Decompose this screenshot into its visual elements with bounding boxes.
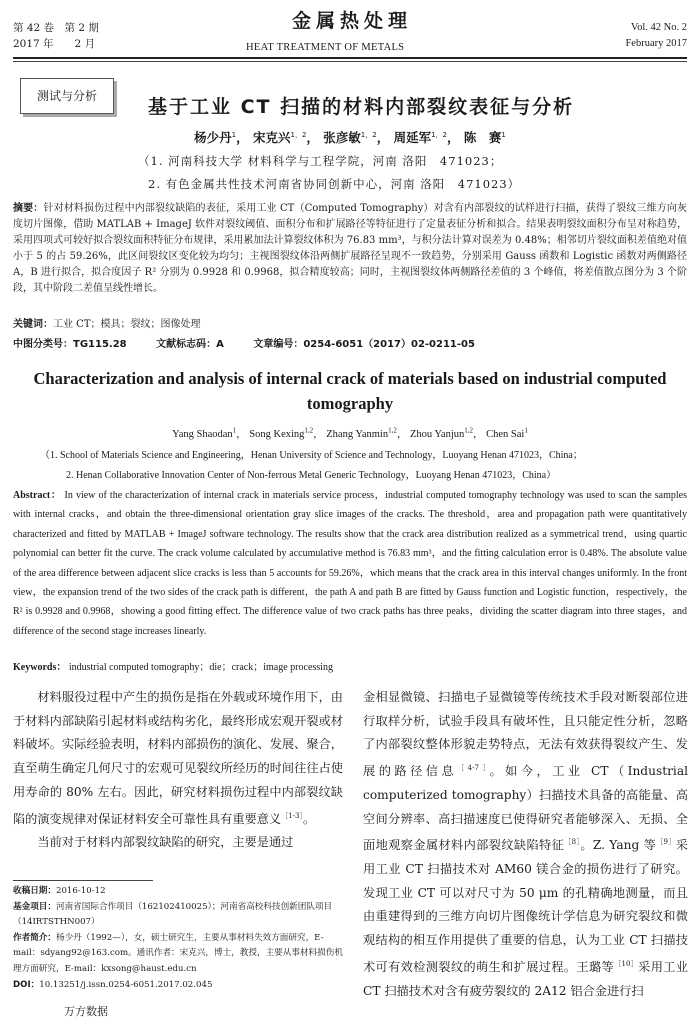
author-en: Zhou Yanjun$^{1,2}$	[409, 426, 473, 440]
author-cn: 周延军$^{1,2}$	[393, 130, 448, 145]
doi: DOI：10.13251/j.issn.0254-6051.2017.02.045	[13, 979, 213, 990]
abstract-cn-label: 摘要：	[13, 203, 44, 214]
classification-line	[13, 335, 501, 350]
document-code: 文献标志码：A	[156, 339, 224, 350]
title-en: Characterization and analysis of internal crack of materials based on industrial computed tomography	[33, 369, 667, 413]
date-en: February 2017	[625, 38, 687, 49]
title-cn: 基于工业 CT 扫描的材料内部裂纹表征与分析	[148, 96, 575, 118]
journal-title-en: HEAT TREATMENT OF METALS	[246, 42, 405, 53]
abstract-cn	[13, 201, 687, 297]
citation: ［8］	[564, 838, 581, 847]
author-cn: 张彦敏$^{1,2}$	[323, 130, 377, 145]
column-label: 测试与分析	[20, 78, 114, 114]
received-date: 收稿日期：2016-10-12	[13, 886, 106, 896]
volume-issue-cn: 第 42 卷 第 2 期	[13, 22, 99, 34]
article-number: 文章编号：0254-6051（2017）02-0211-05	[253, 339, 475, 350]
author-en: Song Kexing$^{1,2}$	[249, 426, 314, 440]
keywords-cn	[13, 317, 687, 333]
date-cn: 2017 年 2 月	[13, 38, 96, 50]
abstract-en-text: In view of the characterization of internal crack in materials service process，industrial computed tomography technology was used to scan the samples with internal cracks，and obtain the three-dimensional orientation gray slice images of the cracks. The threshold，area and propagation path were quantitatively characterized and fitted by MATLAB + ImageJ software technology. The results show that the crack area distribution realized as a symmetrical trend，using quartic polynomial can better fit the curve. The crack volume calculated by accumulative method is 76.83 mm³，and the fitting calculation error is 0.48%. The absolute value of the area difference between adjacent slice cracks is less than 5 accounts for 59.26%，which means that the crack area in this interval changes uniformly. In the front view，the expansion trend of the two sides of the crack path is different，the path A and path B are fitted by Gauss function and Logistic function，respectively，the R² is 0.9928 and 0.9968，showing a good fitting effect. The difference value of two crack paths has three peaks，dividing the scatter diagram into three stages，and difference of the second stage increases linearly.	[13, 490, 687, 637]
clc-number: 中图分类号：TG115.28	[13, 339, 127, 350]
footnote-rule	[13, 880, 153, 881]
keywords-cn-text: 工业 CT；模具；裂纹；图像处理	[53, 319, 201, 330]
citation: ［4-7］	[457, 764, 490, 773]
fund-info: 基金项目：河南省国际合作项目（162102410025）；河南省高校科技创新团队项目（14IRTSTHN007）	[13, 901, 333, 928]
affiliation-cn-1: （1. 河南科技大学 材料科学与工程学院，河南 洛阳 471023；	[138, 154, 503, 168]
body-column-right: 金相显微镜、扫描电子显微镜等传统技术手段对断裂部位进行取样分析，试验手段具有破坏性，且只能定性分析，忽略了内部裂纹整体形貌走势特点，无法有效获得裂纹产生、发展的路径信息$^{[4-7]}$。如今，工业 CT（Industrial computerized tomography）扫描技术具备的高能量、高空间分辨率、高扫描速度已使得研究者能够深入、无损、全面地观察金属材料内部裂纹缺陷特征$^{[8]}$。Z. Yang 等$^{[9]}$采用工业 CT 扫描技术对 AM60 镁合金的损伤进行了研究。发现工业 CT 可以对尺寸为 50 μm 的孔精确地测量，而且由重建得到的三维方向切片图像统计学信息为研究裂纹和微观结构的相互作用提供了重要的信息，认为工业 CT 扫描技术可有效检测裂纹的萌生和扩展过程。王璐等$^{[10]}$采用工业 CT 扫描技术对含有疲劳裂纹的 2A12 铝合金进行扫	[363, 690, 688, 998]
author-cn: 宋克兴$^{1,2}$	[252, 130, 307, 145]
abstract-cn-text: 针对材料损伤过程中内部裂纹缺陷的表征，采用工业 CT（Computed Tomography）对含有内部裂纹的试样进行扫描，获得了裂纹三维方向灰度切片图像，借助 MATLAB + ImageJ 软件对裂纹阈值、面积分布和扩展路径等特征进行了定量表征分析和拟合。结果表明裂纹面积分布呈对称趋势，采用四项式可较好拟合裂纹面积特征分布规律，采用累加法计算裂纹体积为 76.83 mm³，与积分法计算对误差为 0.48%；相邻切片裂纹面积差值绝对值小于 5 的占 59.26%，此区间裂纹区变化较为均匀；主视图裂纹体沿两侧扩展路径呈现不一致趋势，分别采用 Gauss 函数和 Logistic 函数对两侧路径 A，B 进行拟合，拟合度因子 R² 分别为 0.9928 和 0.9968，拟合精度较高；同时，主视图裂纹体两侧路径差值的 3 个峰值，将差值散点图分为 3 个阶段，其中阶段二差值呈线性增长。	[13, 203, 687, 294]
body-column-left	[13, 686, 343, 855]
keywords-cn-label: 关键词：	[13, 319, 53, 330]
author-cn: 陈 赛$^1$	[463, 130, 506, 145]
affiliation-en-2: 2. Henan Collaborative Innovation Center of Non-ferrous Metal Generic Technology，Luoyang Henan 471023，China）	[66, 470, 557, 481]
affiliation-en-1: （1. School of Materials Science and Engineering，Henan University of Science and Technology，Luoyang Henan 471023，China；	[40, 450, 583, 461]
abstract-en-label: Abstract：	[13, 490, 62, 501]
footnote	[13, 884, 343, 993]
watermark: 万方数据	[64, 1005, 108, 1018]
keywords-en-label: Keywords：	[13, 662, 67, 673]
citation: ［9］	[656, 838, 676, 847]
author-en: Chen Sai$^1$	[486, 426, 528, 440]
author-en: Zhang Yanmin$^{1,2}$	[326, 426, 397, 440]
author-cn: 杨少丹$^1$	[194, 130, 237, 145]
author-en: Yang Shaodan$^1$	[172, 426, 237, 440]
header-volume-date-cn	[13, 20, 99, 52]
keywords-en	[13, 658, 333, 673]
header-rule-thick	[13, 57, 687, 59]
citation: ［1-3］	[281, 811, 303, 820]
journal-title-cn: 金属热处理	[292, 10, 413, 32]
keywords-en-text: industrial computed tomography；die；crack；image processing	[68, 662, 333, 673]
header-volume-date-en	[625, 20, 687, 52]
body-paragraph: 材料服役过程中产生的损伤是指在外载或环境作用下，由于材料内部缺陷引起材料或结构劣化，最终形成宏观开裂或材料破坏。实际经验表明，材料内部损伤的演化、发展、聚合，直至萌生确定几何尺寸的宏观可见裂纹所经历的时间往往占使用寿命的 80% 左右。因此，研究材料损伤过程中内部裂纹缺陷的演变规律对保证材料安全可靠性具有重要意义$^{[1-3]}$。	[13, 690, 343, 826]
affiliation-cn-2: 2. 有色金属共性技术河南省协同创新中心，河南 洛阳 471023）	[148, 177, 521, 191]
abstract-en	[13, 486, 687, 641]
authors-cn: 杨少丹$^1$， 宋克兴$^{1,2}$， 张彦敏$^{1,2}$， 周延军$^{1,2}$， 陈 赛$^1$	[194, 130, 506, 145]
citation: ［10］	[614, 959, 639, 968]
body-paragraph: 当前对于材料内部裂纹缺陷的研究，主要是通过	[37, 835, 294, 850]
header-rule-thin	[13, 61, 687, 62]
author-info: 作者简介：杨少丹（1992—），女，硕士研究生，主要从事材料失效方面研究，E-mail：sdyang92@163.com。通讯作者：宋克兴，博士，教授，主要从事材料损伤机理方面研究，E-mail：kxsong@haust.edu.cn	[13, 932, 343, 974]
volume-issue-en: Vol. 42 No. 2	[630, 22, 687, 33]
authors-en: Yang Shaodan$^1$， Song Kexing$^{1,2}$， Zhang Yanmin$^{1,2}$， Zhou Yanjun$^{1,2}$， Chen Sai$^1$	[172, 426, 528, 440]
